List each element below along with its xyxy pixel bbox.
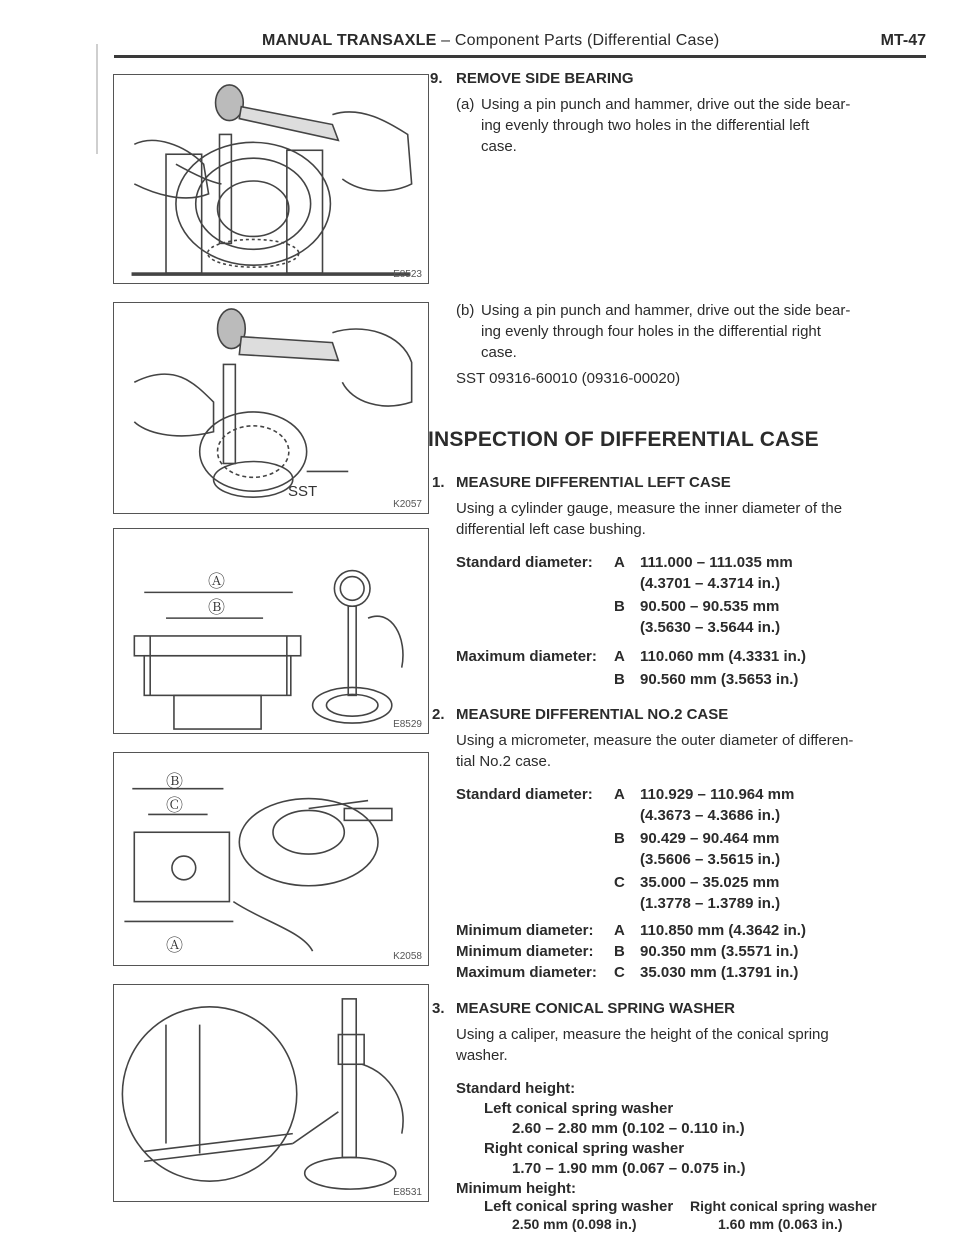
page-header [114,30,926,52]
illustration-hammer-punch-sst [114,303,428,513]
s3-min-label: Minimum height: [456,1180,576,1197]
s2-a-key: A [614,786,625,803]
s1-max-b-val: 90.560 mm (3.5653 in.) [640,671,799,688]
s2-max-val: 35.030 mm (1.3791 in.) [640,964,799,981]
illustration-cylinder-gauge [114,529,428,733]
s2-min1-key: A [614,922,625,939]
s2-a-mm: 110.929 – 110.964 mm [640,786,795,803]
s3-min-right-val: 1.60 mm (0.063 in.) [718,1216,843,1232]
figure-code: E8529 [393,719,422,730]
illustration-caliper [114,985,428,1201]
s1-max-label: Maximum diameter: [456,648,597,665]
figure-hammer-punch-right-case [113,302,429,514]
s1-std-label: Standard diameter: [456,554,593,571]
s2-b-in: (3.5606 – 3.5615 in.) [640,851,781,868]
s1-max-b-key: B [614,671,625,688]
s1-max-a-key: A [614,648,625,665]
step9b-line1: Using a pin punch and hammer, drive out the side bear- [481,302,851,319]
s2-a-in: (4.3673 – 4.3686 in.) [640,807,781,824]
s1-b-in: (3.5630 – 3.5644 in.) [640,619,781,636]
section-title: INSPECTION OF DIFFERENTIAL CASE [428,428,819,451]
s2-min2-label: Minimum diameter: [456,943,594,960]
s3-left-val: 2.60 – 2.80 mm (0.102 – 0.110 in.) [512,1120,745,1137]
s3-title: MEASURE CONICAL SPRING WASHER [456,1000,735,1017]
step9a-line3: case. [481,138,517,155]
s2-min1-val: 110.850 mm (4.3642 in.) [640,922,806,939]
s2-line2: tial No.2 case. [456,753,552,770]
s1-line1: Using a cylinder gauge, measure the inner diameter of the [456,500,843,517]
step9b-line2: ing evenly through four holes in the differential right [481,323,821,340]
s2-number: 2. [432,706,445,723]
s2-c-mm: 35.000 – 35.025 mm [640,874,780,891]
figure-caliper [113,984,429,1202]
label-c: Ⓒ [166,796,183,815]
s3-min-left-val: 2.50 mm (0.098 in.) [512,1216,637,1232]
label-a: Ⓐ [208,572,225,591]
label-b: Ⓑ [166,772,183,791]
figure-code: K2058 [393,951,422,962]
label-b: Ⓑ [208,598,225,617]
step9-number: 9. [430,70,443,87]
s1-max-a-val: 110.060 mm (4.3331 in.) [640,648,806,665]
s1-a-mm: 111.000 – 111.035 mm [640,554,793,571]
s1-a-in: (4.3701 – 4.3714 in.) [640,575,781,592]
s3-right-val: 1.70 – 1.90 mm (0.067 – 0.075 in.) [512,1160,746,1177]
s3-number: 3. [432,1000,445,1017]
margin-mark [96,44,98,154]
s3-line1: Using a caliper, measure the height of the conical spring [456,1026,829,1043]
s3-std-label: Standard height: [456,1080,576,1097]
s2-line1: Using a micrometer, measure the outer diameter of differen- [456,732,854,749]
s2-min2-val: 90.350 mm (3.5571 in.) [640,943,799,960]
s1-title: MEASURE DIFFERENTIAL LEFT CASE [456,474,731,491]
step9a-line2: ing evenly through two holes in the differential left [481,117,810,134]
illustration-hammer-punch [114,75,428,283]
step9-sst: SST 09316-60010 (09316-00020) [456,370,681,387]
s2-title: MEASURE DIFFERENTIAL NO.2 CASE [456,706,729,723]
s2-min1-label: Minimum diameter: [456,922,594,939]
s1-a-key: A [614,554,625,571]
s1-number: 1. [432,474,445,491]
step9b-line3: case. [481,344,517,361]
s3-min-left-label: Left conical spring washer [484,1198,674,1215]
figure-hammer-punch-left-case [113,74,429,284]
step9a-mark: (a) [456,96,475,113]
header-title [262,32,719,50]
s2-max-key: C [614,964,625,981]
s2-c-in: (1.3778 – 1.3789 in.) [640,895,781,912]
figure-code: K2057 [393,499,422,510]
sst-label: SST [288,483,318,500]
step9b-mark: (b) [456,302,475,319]
s1-b-mm: 90.500 – 90.535 mm [640,598,780,615]
label-a: Ⓐ [166,936,183,955]
header-rule [114,55,926,58]
s1-b-key: B [614,598,625,615]
header-title-bold: MANUAL TRANSAXLE [262,32,437,49]
s3-left-label: Left conical spring washer [484,1100,674,1117]
figure-code: E8531 [393,1187,422,1198]
step9-title: REMOVE SIDE BEARING [456,70,634,87]
s2-b-key: B [614,830,625,847]
figure-cylinder-gauge [113,528,429,734]
figure-micrometer [113,752,429,966]
s3-right-label: Right conical spring washer [484,1140,685,1157]
s1-line2: differential left case bushing. [456,521,646,538]
step9a-line1: Using a pin punch and hammer, drive out the side bear- [481,96,851,113]
s2-std-label: Standard diameter: [456,786,593,803]
s3-line2: washer. [456,1047,508,1064]
s2-b-mm: 90.429 – 90.464 mm [640,830,780,847]
s2-c-key: C [614,874,625,891]
header-title-rest: – Component Parts (Differential Case) [436,32,720,49]
s2-max-label: Maximum diameter: [456,964,597,981]
figure-code: E8523 [393,269,422,280]
s2-min2-key: B [614,943,625,960]
page-number: MT-47 [880,32,926,49]
s3-min-right-label: Right conical spring washer [690,1198,877,1214]
illustration-micrometer [114,753,428,965]
